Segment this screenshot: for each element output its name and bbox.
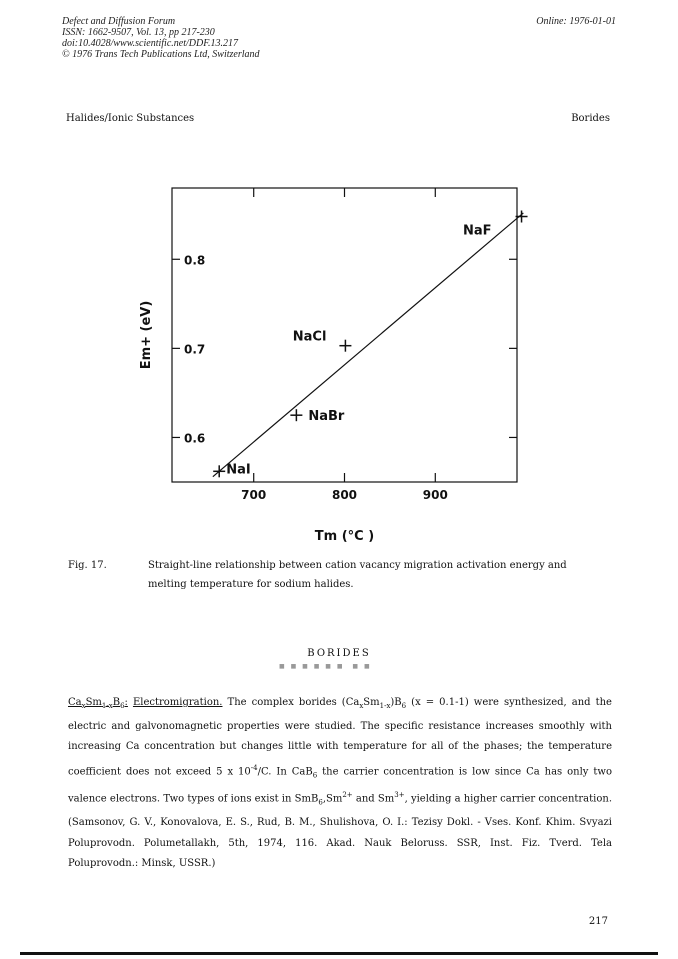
- x-tick-label-700: 700: [241, 488, 267, 502]
- caption-label: Fig. 17.: [68, 560, 107, 571]
- paragraph-text-3: /C. In CaB: [257, 765, 313, 777]
- running-head-right: Borides: [571, 113, 610, 124]
- compound-formula: $Ca_xSm_{1-x}B_6$:: [68, 697, 128, 710]
- issn-line: ISSN: 1662-9507, Vol. 13, pp 217-230: [62, 27, 215, 38]
- paragraph-text-2: (x = 0.1-1) were synthesized, and the electric and galvonomagnetic properties were studied. The specific resistance increases smoothly with increasing Ca concentration but changes little with temperature for all of the phases; the temperature coefficient does not exceed 5 x 10: [68, 697, 612, 777]
- paragraph-text-4: the carrier concentration is low since Ca has only two valence electrons. Two types of ions exist in SmB: [68, 765, 612, 805]
- paragraph-text-1: The complex borides (Ca: [227, 697, 360, 708]
- footer-rule: [20, 952, 658, 955]
- y-tick-label-0.7: 0.7: [184, 342, 206, 357]
- caption-text: Straight-line relationship between cation vacancy migration activation energy and melting temperature for sodium halides.: [148, 560, 567, 590]
- paragraph-heading: Electromigration.: [132, 697, 223, 708]
- point-label-nai: NaI: [226, 462, 251, 478]
- citation-block: [62, 16, 260, 60]
- fit-line: [213, 213, 523, 477]
- paragraph-text-5: ,Sm: [322, 793, 343, 805]
- point-label-naf: NaF: [462, 223, 492, 239]
- paragraph-text-7: , yielding a higher carrier concentration. (Samsonov, G. V., Konovalova, E. S., Rud, B. M., Shulishova, O. I.: Tezisy Dokl. - Vses. Konf. Khim. Svyazi Poluprovodn. Polumetallakh, 5th, 1974, 116. Akad. Nauk Beloruss. SSR, Inst. Fiz. Tverd. Tela Poluprovodn.: Minsk, USSR.): [68, 793, 612, 870]
- copyright-line: © 1976 Trans Tech Publications Ltd, Switzerland: [62, 49, 260, 60]
- y-tick-label-0.8: 0.8: [184, 253, 206, 268]
- section-underline: ■ ■ ■ ■ ■ ■ ■ ■: [279, 663, 372, 670]
- y-tick-label-0.6: 0.6: [184, 431, 206, 446]
- point-label-nabr: NaBr: [308, 409, 345, 425]
- borides-paragraph: $Ca_xSm_{1-x}B_6$: Electromigration. The complex borides $(Ca_xSm_{1-x})B_6$ (x = 0.1-1) were synthesized, and the electric and galvonomagnetic properties were studied. The specific resistance increases smoothly with increasing Ca concentration but changes little with temperature for all of the phases; the temperature coefficient does not exceed 5 x $10^{-4}/C$. In CaB$_6$ the carrier concentration is low since Ca has only two valence electrons. Two types of ions exist in $SmB_6,Sm^{2+}$ and $Sm^{3+}$, yielding a higher carrier concentration. (Samsonov, G. V., Konovalova, E. S., Rud, B. M., Shulishova, O. I.: Tezisy Dokl. - Vses. Konf. Khim. Svyazi Poluprovodn. Polumetallakh, 5th, 1974, 116. Akad. Nauk Beloruss. SSR, Inst. Fiz. Tverd. Tela Poluprovodn.: Minsk, USSR.): [68, 697, 612, 870]
- x-tick-label-900: 900: [422, 488, 448, 502]
- section-heading: BORIDES: [307, 648, 371, 659]
- x-axis-label: Tm (°C ): [314, 529, 375, 544]
- x-tick-label-800: 800: [331, 488, 358, 502]
- paragraph-text-6: and Sm: [355, 793, 395, 805]
- running-head-left: Halides/Ionic Substances: [66, 113, 195, 124]
- y-axis-label: Em+ (eV): [139, 300, 154, 370]
- journal-name: Defect and Diffusion Forum: [62, 16, 176, 27]
- doi-line: doi:10.4028/www.scientific.net/DDF.13.217: [62, 38, 239, 49]
- figure-17-chart: [120, 180, 540, 550]
- online-date: Online: 1976-01-01: [536, 16, 616, 27]
- page-number: 217: [588, 916, 608, 927]
- point-label-nacl: NaCl: [292, 329, 327, 345]
